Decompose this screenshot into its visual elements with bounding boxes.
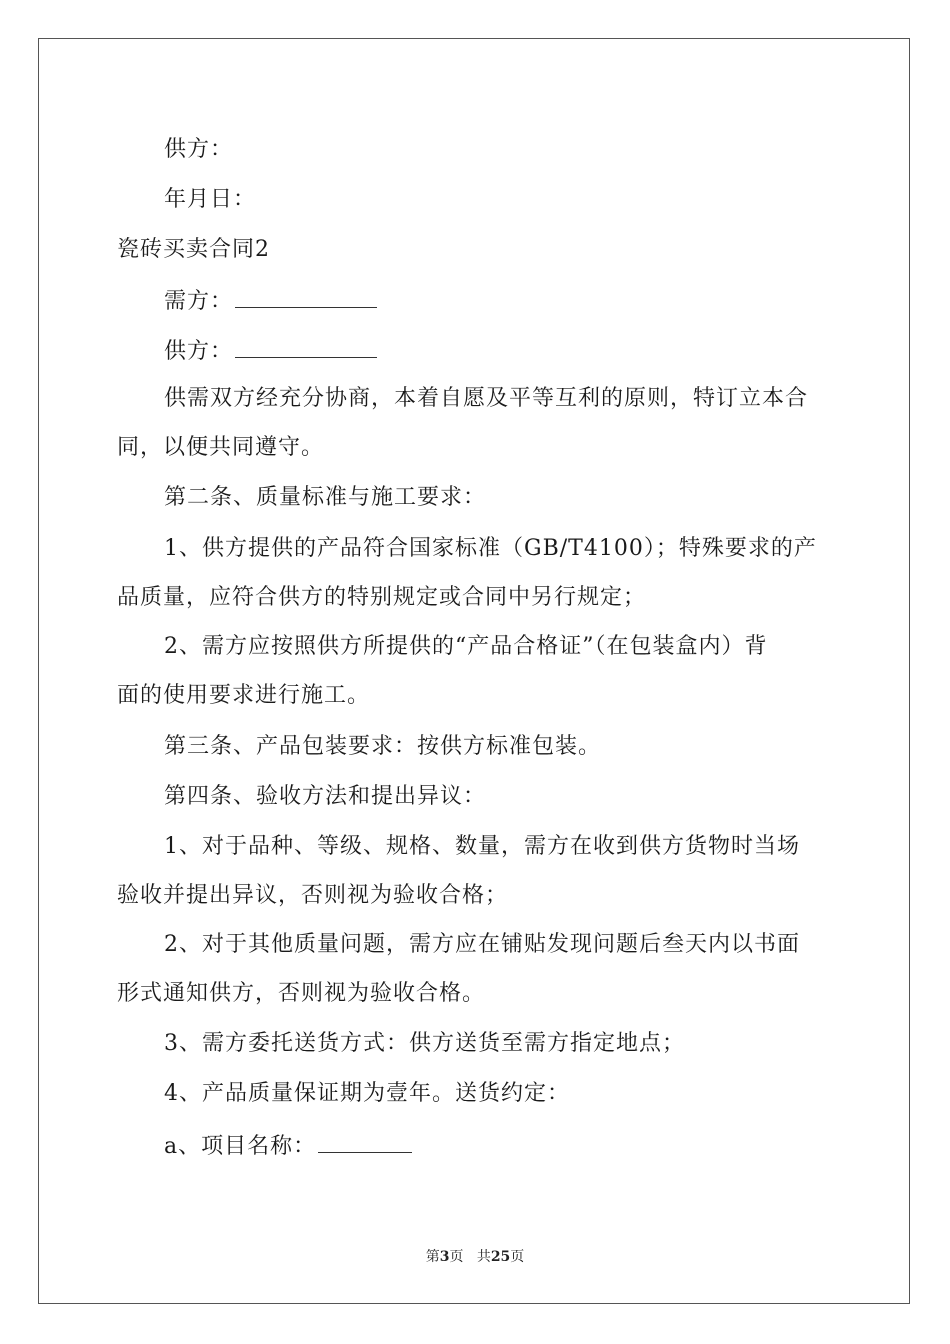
text-line: 年月日： [164, 187, 257, 212]
page-number: 3 [439, 1249, 450, 1265]
text-line: 验收并提出异议，否则视为验收合格； [117, 883, 509, 908]
text-line: 2、需方应按照供方所提供的“产品合格证”（在包装盒内）背 [164, 634, 768, 659]
text-line: 1、供方提供的产品符合国家标准（GB/T4100）；特殊要求的产 [164, 536, 817, 561]
clause-heading: 第三条、产品包装要求：按供方标准包装。 [164, 734, 602, 759]
text-line: 同，以便共同遵守。 [117, 435, 325, 460]
page-prefix: 第 [425, 1249, 440, 1265]
project-name-line [164, 1132, 412, 1160]
clause-heading: 第二条、质量标准与施工要求： [164, 485, 487, 510]
text-line: 面的使用要求进行施工。 [117, 683, 371, 708]
page-footer [0, 1248, 950, 1266]
supplier-line [164, 337, 377, 365]
supplier-label: 供方： [164, 339, 234, 364]
text-line: 3、需方委托送货方式：供方送货至需方指定地点； [164, 1031, 685, 1056]
buyer-line [164, 287, 377, 315]
page-border [38, 38, 910, 1304]
page-suffix: 页 [449, 1249, 464, 1265]
clause-heading: 第四条、验收方法和提出异议： [164, 784, 487, 809]
section-title: 瓷砖买卖合同2 [117, 237, 270, 262]
project-name-blank [318, 1132, 412, 1153]
text-line: 2、对于其他质量问题，需方应在铺贴发现问题后叁天内以书面 [164, 932, 800, 957]
buyer-blank [235, 287, 377, 308]
text-line: 供需双方经充分协商，本着自愿及平等互利的原则，特订立本合 [164, 386, 809, 411]
text-line: 品质量，应符合供方的特别规定或合同中另行规定； [117, 585, 647, 610]
supplier-blank [235, 337, 377, 358]
text-line: 供方： [164, 137, 234, 162]
total-pages: 25 [490, 1249, 511, 1265]
text-line: 1、对于品种、等级、规格、数量，需方在收到供方货物时当场 [164, 834, 800, 859]
total-suffix: 页 [510, 1249, 525, 1265]
buyer-label: 需方： [164, 289, 234, 314]
project-name-label: a、项目名称： [164, 1134, 317, 1159]
text-line: 4、产品质量保证期为壹年。送货约定： [164, 1081, 570, 1106]
total-prefix: 共 [476, 1249, 491, 1265]
text-line: 形式通知供方，否则视为验收合格。 [117, 981, 486, 1006]
